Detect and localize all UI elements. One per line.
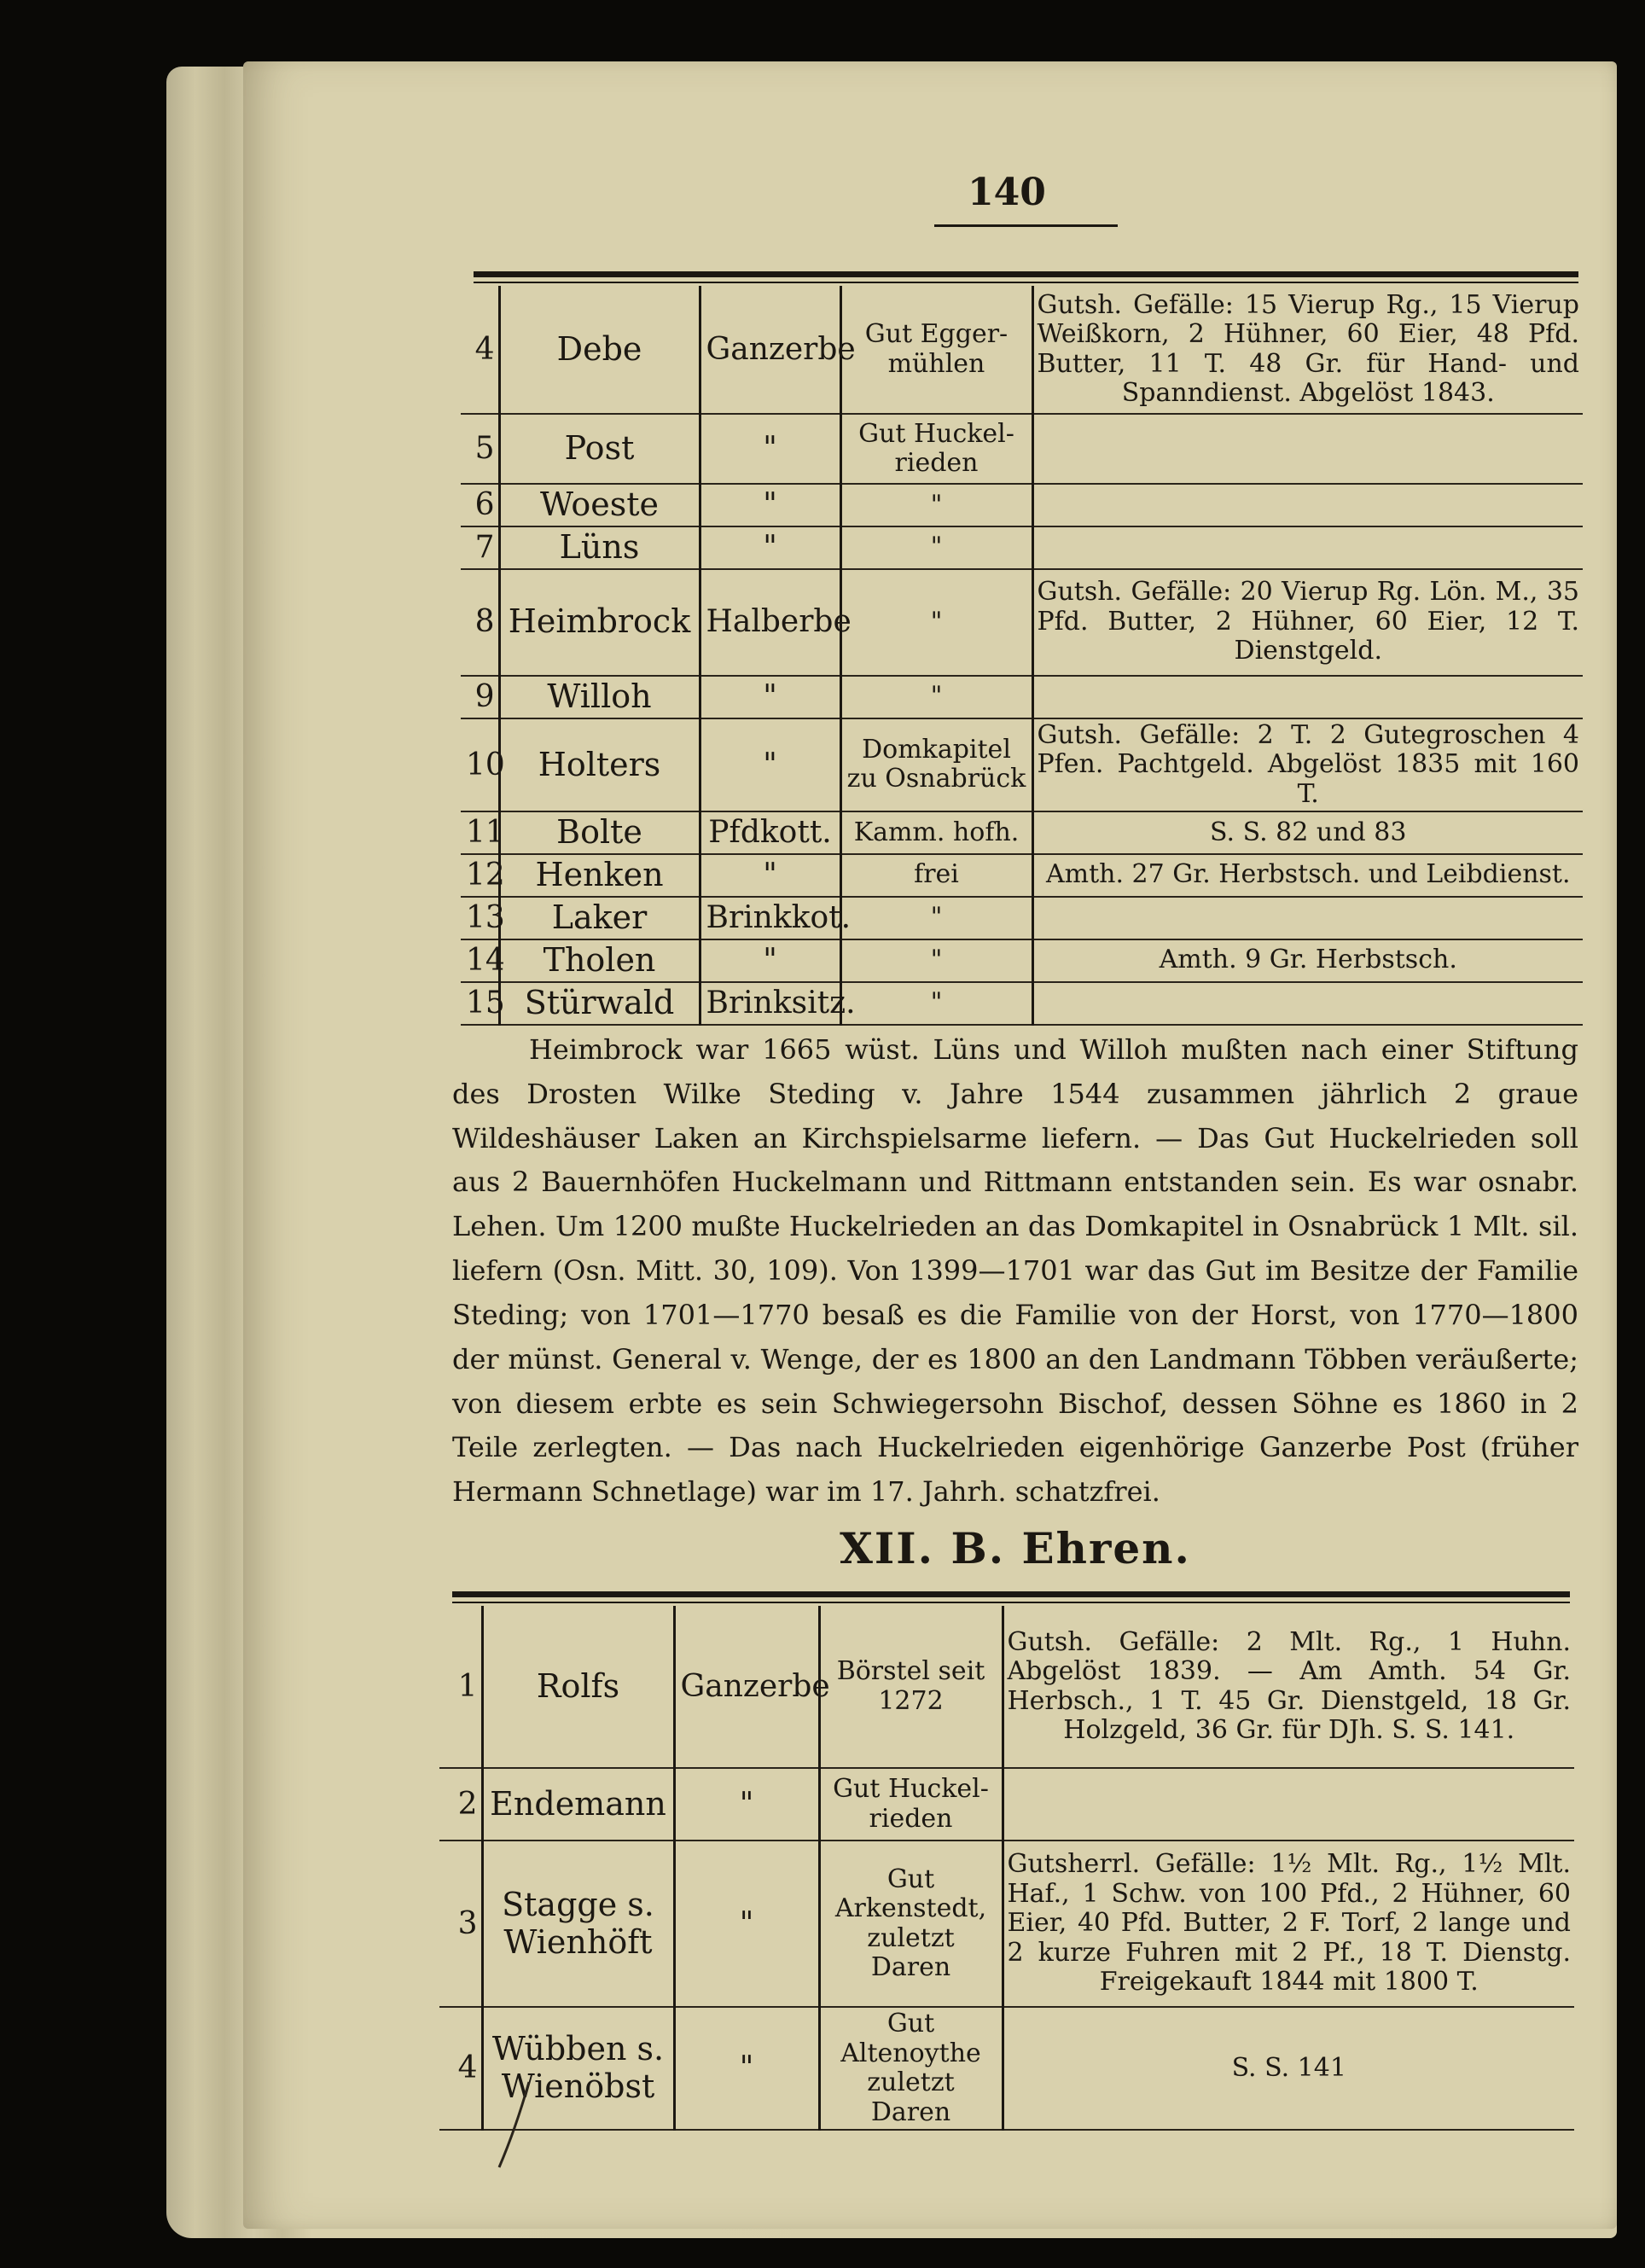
table-row bbox=[461, 897, 1583, 939]
page-number-rule bbox=[934, 224, 1118, 227]
farm-status: " bbox=[674, 1841, 819, 2007]
row-number: 1 bbox=[439, 1606, 482, 1768]
row-number: 15 bbox=[461, 982, 499, 1025]
dues-note: Amth. 9 Gr. Herbstsch. bbox=[1032, 939, 1583, 982]
farm-status: " bbox=[700, 484, 840, 526]
farm-name: Laker bbox=[499, 897, 700, 939]
farm-status: Ganzerbe bbox=[700, 286, 840, 414]
dues-note bbox=[1032, 982, 1583, 1025]
farm-name: Stürwald bbox=[499, 982, 700, 1025]
farm-status: Ganzerbe bbox=[674, 1606, 819, 1768]
table2-top-rule bbox=[452, 1591, 1570, 1597]
landlord: " bbox=[840, 569, 1032, 676]
dues-note: Gutsh. Gefälle: 20 Vierup Rg. Lön. M., 35 Pfd. Butter, 2 Hühner, 60 Eier, 12 T. Dienstgeld. bbox=[1032, 569, 1583, 676]
landlord: Börstel seit 1272 bbox=[819, 1606, 1003, 1768]
farm-name: Post bbox=[499, 414, 700, 484]
landlord: Gut Altenoythe zuletzt Daren bbox=[819, 2007, 1003, 2130]
table-row bbox=[439, 1606, 1574, 1768]
landlord: Gut Egger-mühlen bbox=[840, 286, 1032, 414]
table-row bbox=[461, 854, 1583, 897]
row-number: 12 bbox=[461, 854, 499, 897]
dues-note bbox=[1032, 676, 1583, 718]
farm-status: Halberbe bbox=[700, 569, 840, 676]
table-row bbox=[461, 414, 1583, 484]
farm-status: " bbox=[674, 2007, 819, 2130]
row-number: 5 bbox=[461, 414, 499, 484]
table1-top-rule-thin bbox=[474, 282, 1578, 283]
farm-name: Bolte bbox=[499, 811, 700, 854]
row-number: 11 bbox=[461, 811, 499, 854]
row-number: 8 bbox=[461, 569, 499, 676]
page-number: 140 bbox=[968, 171, 1046, 214]
landlord: " bbox=[840, 939, 1032, 982]
row-number: 4 bbox=[439, 2007, 482, 2130]
farm-name: Tholen bbox=[499, 939, 700, 982]
farm-status: Brinkkot. bbox=[700, 897, 840, 939]
farm-name: Henken bbox=[499, 854, 700, 897]
table-row bbox=[461, 286, 1583, 414]
farm-name: Holters bbox=[499, 718, 700, 812]
landlord: " bbox=[840, 897, 1032, 939]
row-number: 10 bbox=[461, 718, 499, 812]
row-number: 6 bbox=[461, 484, 499, 526]
farm-name: Willoh bbox=[499, 676, 700, 718]
farm-status: " bbox=[700, 939, 840, 982]
landlord: Domkapitel zu Osnabrück bbox=[840, 718, 1032, 812]
dues-note: Gutsh. Gefälle: 15 Vierup Rg., 15 Vierup Weißkorn, 2 Hühner, 60 Eier, 48 Pfd. Butter, 11 T. 48 Gr. für Hand- und Spanndienst. Abgelöst 1843. bbox=[1032, 286, 1583, 414]
table-row bbox=[439, 1768, 1574, 1841]
farm-name: Heimbrock bbox=[499, 569, 700, 676]
row-number: 13 bbox=[461, 897, 499, 939]
table-row bbox=[461, 939, 1583, 982]
row-number: 2 bbox=[439, 1768, 482, 1841]
table-row bbox=[461, 569, 1583, 676]
landlord: " bbox=[840, 526, 1032, 569]
dues-note: S. S. 141 bbox=[1003, 2007, 1574, 2130]
row-number: 4 bbox=[461, 286, 499, 414]
landlord: " bbox=[840, 982, 1032, 1025]
farm-name: Stagge s. Wienhöft bbox=[482, 1841, 674, 2007]
table2-top-rule-thin bbox=[452, 1602, 1570, 1603]
table-row bbox=[461, 811, 1583, 854]
ledger-table-2 bbox=[439, 1606, 1574, 2131]
table-row bbox=[461, 676, 1583, 718]
section-heading: XII. B. Ehren. bbox=[840, 1523, 1191, 1573]
landlord: " bbox=[840, 676, 1032, 718]
dues-note bbox=[1003, 1768, 1574, 1841]
landlord: frei bbox=[840, 854, 1032, 897]
dues-note: S. S. 82 und 83 bbox=[1032, 811, 1583, 854]
table1-top-rule bbox=[474, 271, 1578, 277]
row-number: 7 bbox=[461, 526, 499, 569]
farm-status: Brinksitz. bbox=[700, 982, 840, 1025]
dues-note bbox=[1032, 526, 1583, 569]
farm-status: " bbox=[700, 718, 840, 812]
table-row bbox=[461, 982, 1583, 1025]
ledger-table-1 bbox=[461, 286, 1583, 1026]
dues-note: Amth. 27 Gr. Herbstsch. und Leibdienst. bbox=[1032, 854, 1583, 897]
farm-status: " bbox=[700, 854, 840, 897]
farm-status: " bbox=[700, 414, 840, 484]
table-row bbox=[461, 484, 1583, 526]
farm-name: Woeste bbox=[499, 484, 700, 526]
dues-note: Gutsh. Gefälle: 2 T. 2 Gutegroschen 4 Pfen. Pachtgeld. Abgelöst 1835 mit 160 T. bbox=[1032, 718, 1583, 812]
dues-note bbox=[1032, 484, 1583, 526]
landlord: Gut Huckel-rieden bbox=[840, 414, 1032, 484]
farm-name: Debe bbox=[499, 286, 700, 414]
row-number: 9 bbox=[461, 676, 499, 718]
table-row bbox=[439, 1841, 1574, 2007]
farm-name: Lüns bbox=[499, 526, 700, 569]
landlord: Gut Huckel-rieden bbox=[819, 1768, 1003, 1841]
landlord: " bbox=[840, 484, 1032, 526]
body-paragraph: Heimbrock war 1665 wüst. Lüns und Willoh mußten nach einer Stiftung des Drosten Wilke Steding v. Jahre 1544 zusammen jährlich 2 graue Wildeshäuser Laken an Kirchspielsarme liefern. — Das Gut Huckelrieden soll aus 2 Bauernhöfen Huckelmann und Rittmann entstanden sein. Es war osnabr. Lehen. Um 1200 mußte Huckelrieden an das Domkapitel in Osnabrück 1 Mlt. sil. liefern (Osn. Mitt. 30, 109). Von 1399—1701 war das Gut im Besitze der Familie Steding; von 1701—1770 besaß es die Familie von der Horst, von 1770—1800 der münst. General v. Wenge, der es 1800 an den Landmann Többen veräußerte; von diesem erbte es sein Schwiegersohn Bischof, dessen Söhne es 1860 in 2 Teile zerlegten. — Das nach Huckelrieden eigenhörige Ganzerbe Post (früher Hermann Schnetlage) war im 17. Jahrh. schatzfrei. bbox=[452, 1033, 1578, 1509]
farm-status: " bbox=[700, 676, 840, 718]
dues-note bbox=[1032, 414, 1583, 484]
farm-name: Endemann bbox=[482, 1768, 674, 1841]
table-row bbox=[461, 526, 1583, 569]
row-number: 14 bbox=[461, 939, 499, 982]
dues-note: Gutsherrl. Gefälle: 1½ Mlt. Rg., 1½ Mlt. Haf., 1 Schw. von 100 Pfd., 2 Hühner, 60 Eier, 40 Pfd. Butter, 2 F. Torf, 2 lange und 2 kurze Fuhren mit 2 Pf., 18 T. Dienstg. Freigekauft 1844 mit 1800 T. bbox=[1003, 1841, 1574, 2007]
farm-status: " bbox=[674, 1768, 819, 1841]
row-number: 3 bbox=[439, 1841, 482, 2007]
pen-mark bbox=[495, 2078, 538, 2172]
dues-note: Gutsh. Gefälle: 2 Mlt. Rg., 1 Huhn. Abgelöst 1839. — Am Amth. 54 Gr. Herbsch., 1 T. 45 Gr. Dienstgeld, 18 Gr. Holzgeld, 36 Gr. für DJh. S. S. 141. bbox=[1003, 1606, 1574, 1768]
farm-name: Wübben s. Wienöbst bbox=[482, 2007, 674, 2130]
dues-note bbox=[1032, 897, 1583, 939]
table-row bbox=[439, 2007, 1574, 2130]
farm-status: " bbox=[700, 526, 840, 569]
farm-name: Rolfs bbox=[482, 1606, 674, 1768]
landlord: Gut Arkenstedt, zuletzt Daren bbox=[819, 1841, 1003, 2007]
table-row bbox=[461, 718, 1583, 812]
farm-status: Pfdkott. bbox=[700, 811, 840, 854]
landlord: Kamm. hofh. bbox=[840, 811, 1032, 854]
